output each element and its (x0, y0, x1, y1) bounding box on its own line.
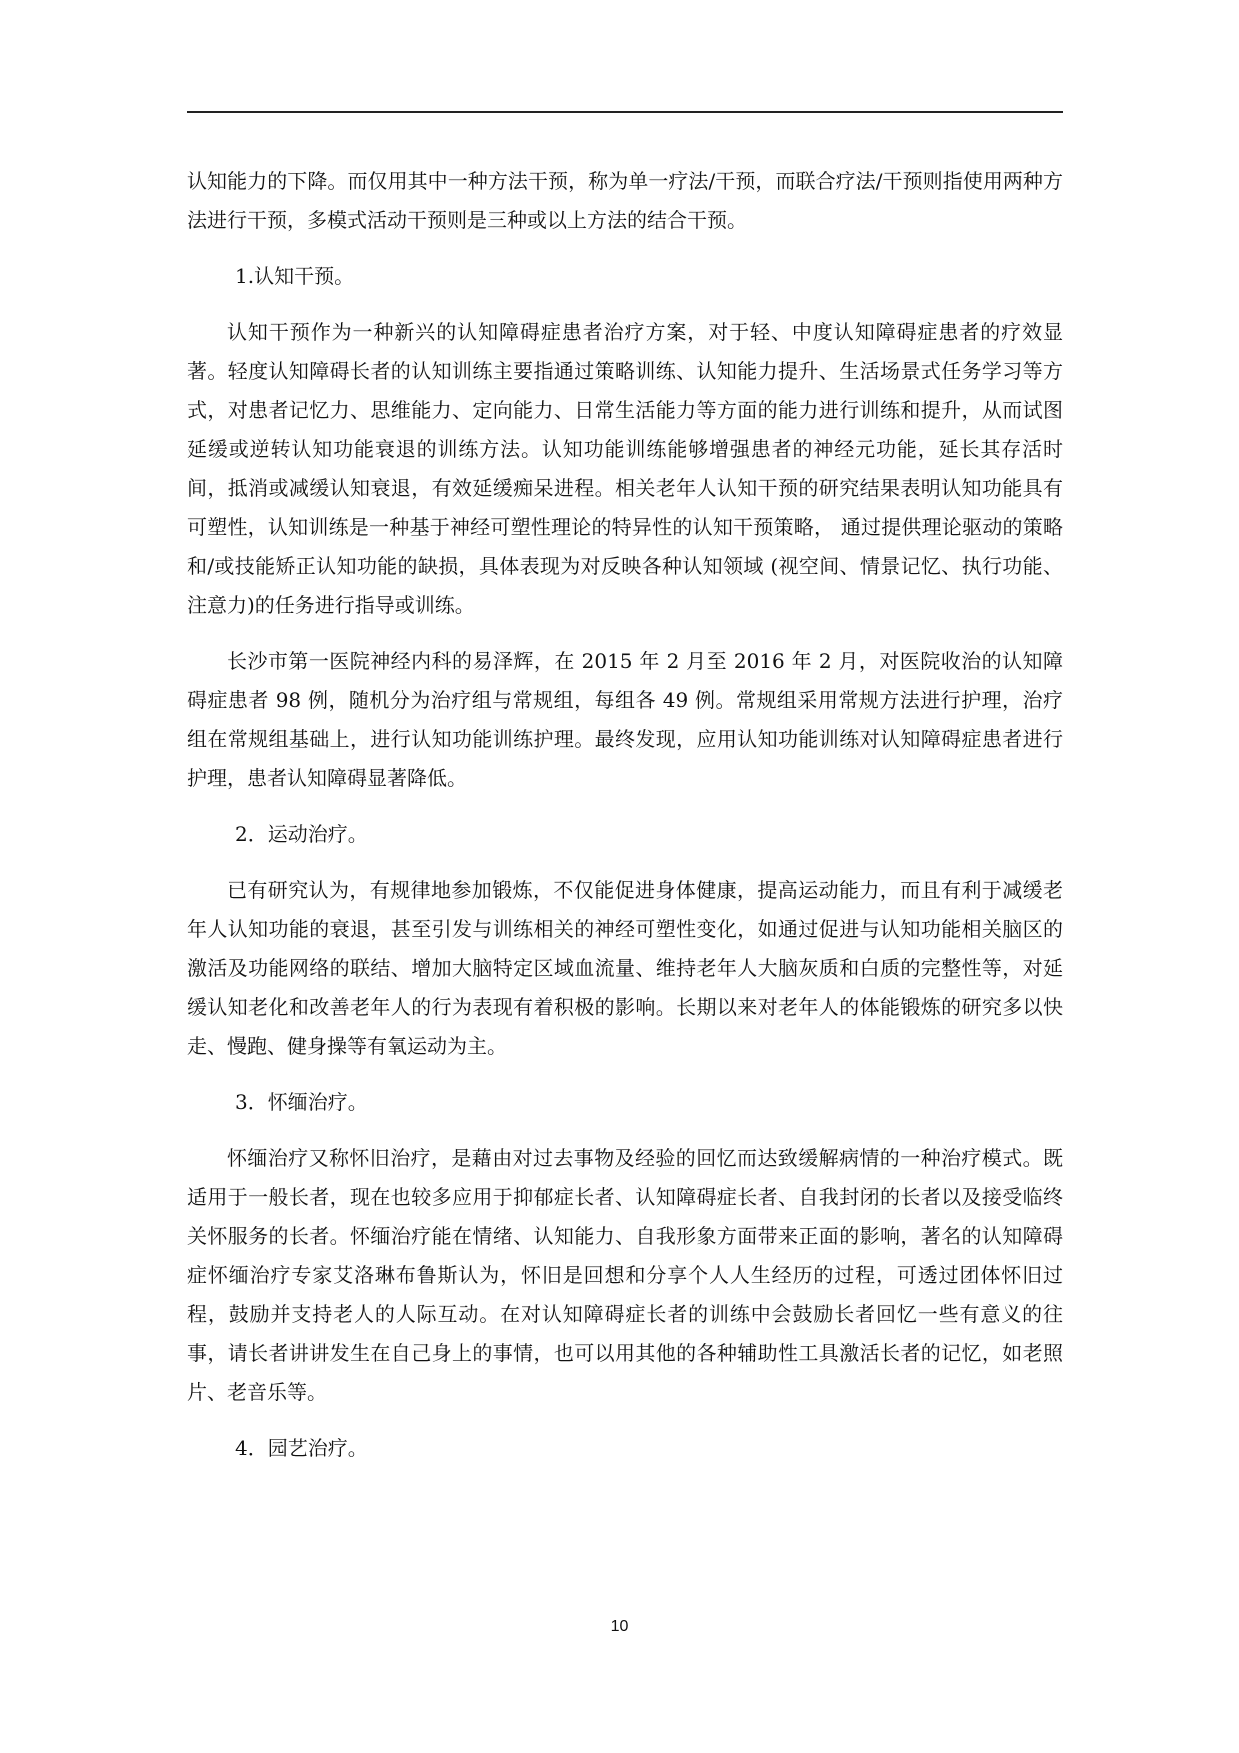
page-body (187, 162, 1063, 1485)
heading-horticultural-therapy: 4．园艺治疗。 (235, 1436, 368, 1460)
heading-exercise-therapy: 2．运动治疗。 (235, 822, 368, 846)
paragraph-reminiscence-therapy: 怀缅治疗又称怀旧治疗，是藉由对过去事物及经验的回忆而达致缓解病情的一种治疗模式。既适用于一般长者，现在也较多应用于抑郁症长者、认知障碍症长者、自我封闭的长者以及接受临终关怀服务的长者。怀缅治疗能在情绪、认知能力、自我形象方面带来正面的影响，著名的认知障碍症怀缅治疗专家艾洛琳布鲁斯认为，怀旧是回想和分享个人人生经历的过程，可透过团体怀旧过程，鼓励并支持老人的人际互动。在对认知障碍症长者的训练中会鼓励长者回忆一些有意义的往事，请长者讲讲发生在自己身上的事情，也可以用其他的各种辅助性工具激活长者的记忆，如老照片、老音乐等。 (187, 1146, 1063, 1404)
paragraph-exercise-therapy: 已有研究认为，有规律地参加锻炼，不仅能促进身体健康，提高运动能力，而且有利于减缓老年人认知功能的衰退，甚至引发与训练相关的神经可塑性变化，如通过促进与认知功能相关脑区的激活及功能网络的联结、增加大脑特定区域血流量、维持老年人大脑灰质和白质的完整性等，对延缓认知老化和改善老年人的行为表现有着积极的影响。长期以来对老年人的体能锻炼的研究多以快走、慢跑、健身操等有氧运动为主。 (187, 878, 1063, 1058)
page-number: 10 (610, 1618, 629, 1635)
heading-cognitive-intervention: 1.认知干预。 (235, 264, 355, 288)
paragraph-cognitive-intervention: 认知干预作为一种新兴的认知障碍症患者治疗方案，对于轻、中度认知障碍症患者的疗效显著。轻度认知障碍长者的认知训练主要指通过策略训练、认知能力提升、生活场景式任务学习等方式，对患者记忆力、思维能力、定向能力、日常生活能力等方面的能力进行训练和提升，从而试图延缓或逆转认知功能衰退的训练方法。认知功能训练能够增强患者的神经元功能，延长其存活时间，抵消或减缓认知衰退，有效延缓痴呆进程。相关老年人认知干预的研究结果表明认知功能具有可塑性，认知训练是一种基于神经可塑性理论的特异性的认知干预策略， 通过提供理论驱动的策略和/或技能矫正认知功能的缺损，具体表现为对反映各种认知领域 (视空间、情景记忆、执行功能、注意力)的任务进行指导或训练。 (187, 320, 1063, 617)
paragraph-continuation: 认知能力的下降。而仅用其中一种方法干预，称为单一疗法/干预，而联合疗法/干预则指使用两种方法进行干预，多模式活动干预则是三种或以上方法的结合干预。 (187, 169, 1063, 232)
header-rule (187, 111, 1063, 113)
paragraph-changsha-study: 长沙市第一医院神经内科的易泽辉，在 2015 年 2 月至 2016 年 2 月，对医院收治的认知障碍症患者 98 例，随机分为治疗组与常规组，每组各 49 例。常规组采用常规方法进行护理，治疗组在常规组基础上，进行认知功能训练护理。最终发现，应用认知功能训练对认知障碍症患者进行护理，患者认知障碍显著降低。 (187, 649, 1063, 790)
heading-reminiscence-therapy: 3．怀缅治疗。 (235, 1090, 368, 1114)
